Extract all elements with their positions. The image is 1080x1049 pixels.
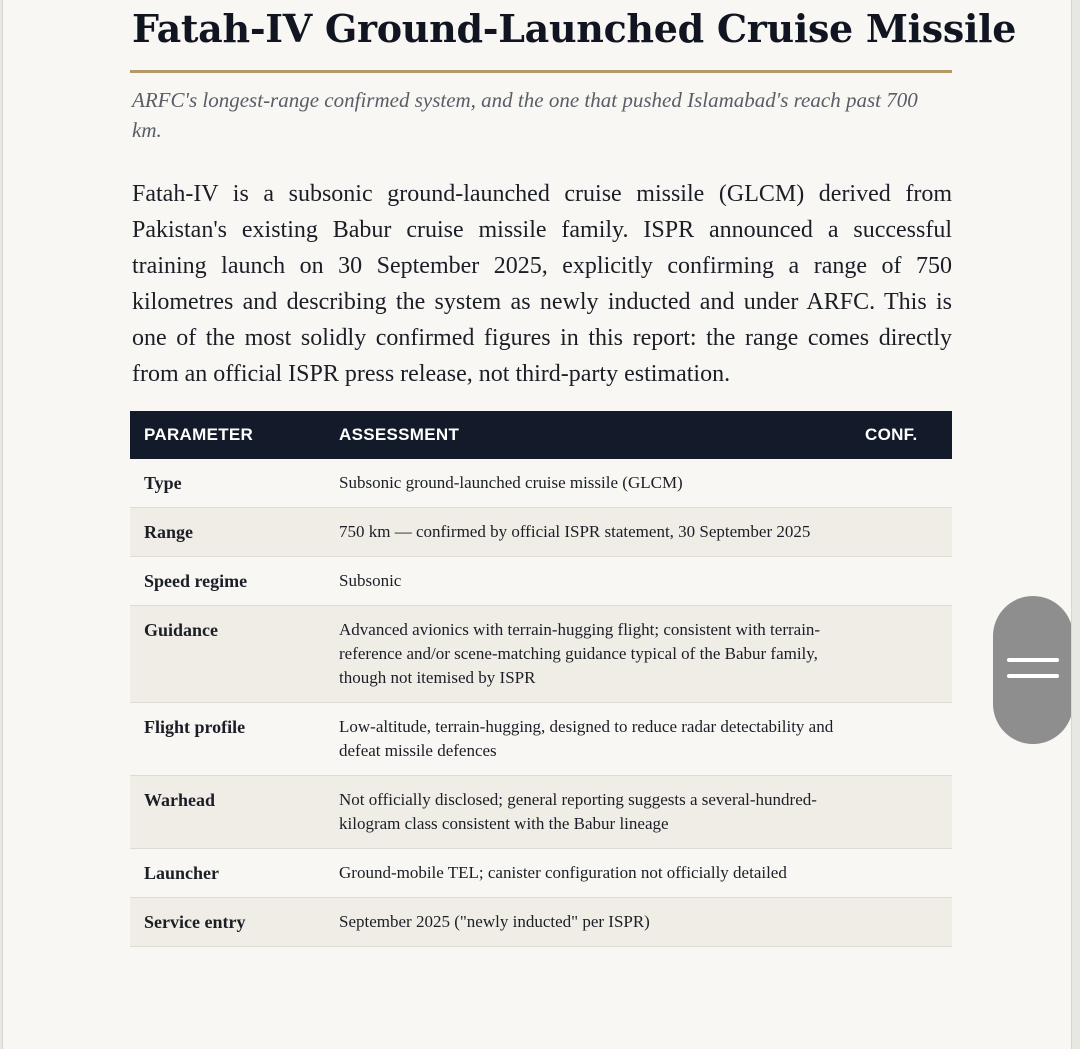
row-conf bbox=[845, 606, 952, 703]
row-assessment: September 2025 ("newly inducted" per ISPR) bbox=[325, 898, 845, 947]
row-parameter: Service entry bbox=[130, 898, 325, 947]
table-header-row bbox=[130, 411, 952, 459]
body-paragraph: Fatah-IV is a subsonic ground-launched cruise missile (GLCM) derived from Pakistan's existing Babur cruise missile family. ISPR announced a successful training launch on 30 September 2025, explicitly confirming a range of 750 kilometres and describing the system as newly inducted and under ARFC. This is one of the most solidly confirmed figures in this report: the range comes directly from an official ISPR press release, not third-party estimation. bbox=[132, 181, 952, 387]
scroll-handle[interactable] bbox=[993, 596, 1072, 744]
row-conf bbox=[845, 776, 952, 849]
table-row bbox=[130, 849, 952, 898]
table-row bbox=[130, 776, 952, 849]
row-assessment: 750 km — confirmed by official ISPR statement, 30 September 2025 bbox=[325, 508, 845, 557]
title-divider bbox=[130, 70, 952, 73]
header-parameter: PARAMETER bbox=[144, 425, 254, 444]
table-row bbox=[130, 557, 952, 606]
row-assessment: Subsonic ground-launched cruise missile (GLCM) bbox=[325, 459, 845, 508]
row-conf bbox=[845, 703, 952, 776]
row-conf bbox=[845, 898, 952, 947]
row-parameter: Type bbox=[130, 459, 325, 508]
row-conf bbox=[845, 849, 952, 898]
header-conf: CONF. bbox=[865, 425, 918, 444]
row-assessment: Ground-mobile TEL; canister configuration not officially detailed bbox=[325, 849, 845, 898]
row-conf bbox=[845, 508, 952, 557]
row-conf bbox=[845, 557, 952, 606]
row-assessment: Not officially disclosed; general reporting suggests a several-hundred-kilogram class consistent with the Babur lineage bbox=[325, 776, 845, 849]
row-conf bbox=[845, 459, 952, 508]
header-assessment: ASSESSMENT bbox=[339, 425, 460, 444]
row-parameter: Warhead bbox=[130, 776, 325, 849]
page-subtitle: ARFC's longest-range confirmed system, and the one that pushed Islamabad's reach past 700 km. bbox=[132, 88, 918, 142]
row-parameter: Launcher bbox=[130, 849, 325, 898]
row-parameter: Speed regime bbox=[130, 557, 325, 606]
row-assessment: Subsonic bbox=[325, 557, 845, 606]
row-assessment: Advanced avionics with terrain-hugging flight; consistent with terrain-reference and/or scene-matching guidance typical of the Babur family, though not itemised by ISPR bbox=[325, 606, 845, 703]
row-parameter: Guidance bbox=[130, 606, 325, 703]
table-row bbox=[130, 898, 952, 947]
row-parameter: Flight profile bbox=[130, 703, 325, 776]
row-parameter: Range bbox=[130, 508, 325, 557]
table-row bbox=[130, 459, 952, 508]
row-assessment: Low-altitude, terrain-hugging, designed to reduce radar detectability and defeat missile defences bbox=[325, 703, 845, 776]
document-page bbox=[2, 0, 1072, 1049]
table-row bbox=[130, 606, 952, 703]
spec-table bbox=[130, 411, 952, 947]
page-title: Fatah-IV Ground-Launched Cruise Missile bbox=[132, 6, 1017, 51]
table-body bbox=[130, 459, 952, 947]
table-row bbox=[130, 703, 952, 776]
table-row bbox=[130, 508, 952, 557]
